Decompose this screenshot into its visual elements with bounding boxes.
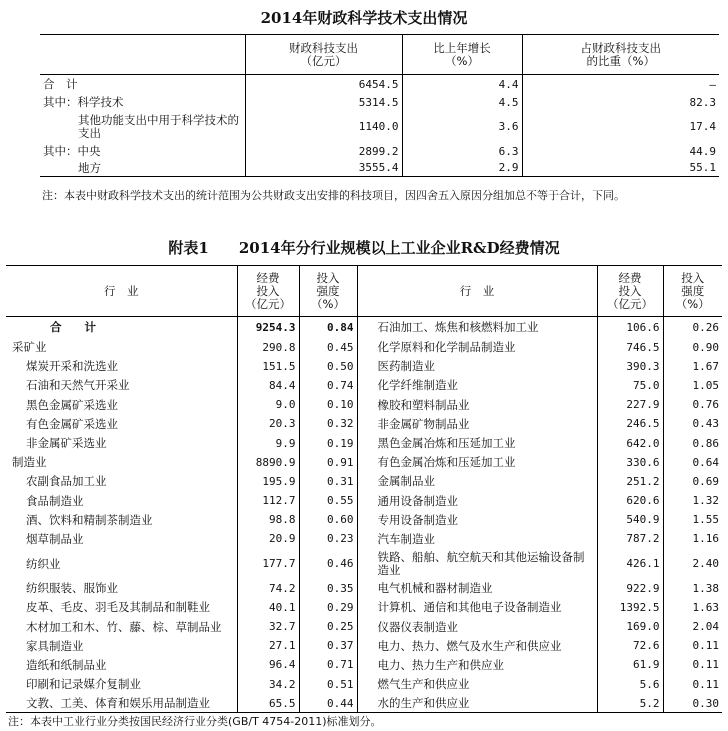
table2-right-industry: 燃气生产和供应业 [357,675,597,694]
table2-right-funding: 169.0 [597,617,663,636]
table2-left-intensity: 0.32 [299,414,357,433]
table2-right-funding: 227.9 [597,395,663,414]
table2-left-funding: 9.0 [237,395,299,414]
table1-row-label: 地方 [78,160,101,175]
table1-header-blank [40,35,245,75]
table2-row [6,491,722,510]
table2-left-intensity: 0.45 [299,338,357,357]
table2-left-industry: 农副食品加工业 [26,474,107,489]
table2-right-intensity: 1.38 [663,579,722,598]
table2-left-industry: 有色金属矿采选业 [26,416,118,431]
table2-left-industry: 石油和天然气开采业 [26,378,130,393]
table2-left-intensity: 0.35 [299,579,357,598]
table2-row [6,655,722,674]
table2-row [6,579,722,598]
table2-left-funding: 65.5 [237,694,299,713]
table2-left-industry: 非金属矿采选业 [26,436,107,451]
table1-row-growth: 2.9 [402,160,522,177]
table2-left-funding: 8890.9 [237,453,299,472]
table2-right-industry: 黑色金属冶炼和压延加工业 [357,433,597,452]
table2-left-intensity: 0.55 [299,491,357,510]
table2-left-funding: 9254.3 [237,317,299,338]
table2-left-industry: 黑色金属矿采选业 [26,397,118,412]
table2-right-industry: 有色金属冶炼和压延加工业 [357,453,597,472]
table2-header-funding-left: 经费 投入 （亿元） [237,266,299,317]
industry-rd-table [6,265,722,713]
table2-title: 附表1 2014年分行业规模以上工业企业R&D经费情况 [168,239,560,257]
table2-left-industry: 采矿业 [12,340,47,355]
table1-header-growth: 比上年增长 （%） [402,35,522,75]
table2-right-intensity: 0.11 [663,675,722,694]
table2-left-industry: 酒、饮料和精制茶制造业 [26,512,153,527]
table2-right-intensity: 0.64 [663,453,722,472]
table2-left-industry: 文教、工美、体育和娱乐用品制造业 [26,696,210,711]
table2-left-funding: 177.7 [237,549,299,579]
table1-row-label: 其他功能支出中用于科学技术的支出 [78,112,239,140]
table2-header-industry-right: 行 业 [357,266,597,317]
table2-left-intensity: 0.23 [299,529,357,548]
table2-left-industry: 木材加工和木、竹、藤、棕、草制品业 [26,619,222,634]
table2-left-funding: 27.1 [237,636,299,655]
table2-row [6,549,722,579]
table2-left-funding: 98.8 [237,510,299,529]
table2-left-industry: 家具制造业 [26,638,84,653]
table1-row-share: 17.4 [522,111,719,143]
table1-header-share: 占财政科技支出 的比重（%） [522,35,719,75]
table1-row [40,143,719,160]
table1-row-expenditure: 3555.4 [245,160,402,177]
table2-left-intensity: 0.74 [299,376,357,395]
table2-note: 注：本表中工业行业分类按国民经济行业分类(GB/T 4754-2011)标准划分。 [8,715,382,728]
table2-row [6,598,722,617]
table2-left-funding: 84.4 [237,376,299,395]
table2-left-intensity: 0.29 [299,598,357,617]
table2-left-intensity: 0.25 [299,617,357,636]
table2-header-intensity-left: 投入 强度 （%） [299,266,357,317]
table2-left-funding: 40.1 [237,598,299,617]
table2-left-intensity: 0.31 [299,472,357,491]
table2-left-industry: 印刷和记录媒介复制业 [26,677,141,692]
table2-right-industry: 仪器仪表制造业 [357,617,597,636]
table2-right-industry: 电力、热力、燃气及水生产和供应业 [357,636,597,655]
table2-left-industry: 烟草制品业 [26,531,84,546]
table2-left-funding: 32.7 [237,617,299,636]
table1-row-growth: 6.3 [402,143,522,160]
table2-right-industry: 电气机械和器材制造业 [357,579,597,598]
table2-right-intensity: 1.67 [663,357,722,376]
table2-row [6,529,722,548]
table2-right-industry: 医药制造业 [357,357,597,376]
table2-right-intensity: 0.76 [663,395,722,414]
table2-header-row [6,266,722,317]
table2-left-intensity: 0.71 [299,655,357,674]
table1-title: 2014年财政科学技术支出情况 [260,9,468,27]
table1-row-label: 合 计 [43,77,78,92]
table2-left-intensity: 0.19 [299,433,357,452]
table2-left-funding: 34.2 [237,675,299,694]
table2-right-intensity: 0.11 [663,636,722,655]
table1-row [40,75,719,94]
table2-row [6,453,722,472]
table2-right-funding: 5.6 [597,675,663,694]
table2-right-industry: 石油加工、炼焦和核燃料加工业 [357,317,597,338]
table1-row [40,160,719,177]
table1-header-row [40,35,719,75]
table2-left-funding: 290.8 [237,338,299,357]
table2-right-funding: 787.2 [597,529,663,548]
table2-right-funding: 75.0 [597,376,663,395]
table2-row [6,357,722,376]
table1-row-share: — [522,75,719,94]
table2-right-industry: 金属制品业 [357,472,597,491]
table2-right-funding: 246.5 [597,414,663,433]
table2-right-funding: 5.2 [597,694,663,713]
table2-left-industry: 纺织业 [26,556,61,571]
table2-row [6,636,722,655]
table2-left-intensity: 0.50 [299,357,357,376]
table1-row-label: 其中：中央 [43,144,101,158]
table1-row-growth: 4.4 [402,75,522,94]
table2-right-industry: 计算机、通信和其他电子设备制造业 [357,598,597,617]
table2-right-intensity: 0.86 [663,433,722,452]
table2-left-intensity: 0.84 [299,317,357,338]
table2-right-intensity: 0.11 [663,655,722,674]
table1-row [40,111,719,143]
table2-left-intensity: 0.51 [299,675,357,694]
table2-right-funding: 642.0 [597,433,663,452]
table2-left-funding: 9.9 [237,433,299,452]
table2-left-industry: 煤炭开采和洗选业 [26,359,118,374]
table1-row-expenditure: 5314.5 [245,94,402,111]
table2-right-industry: 非金属矿物制品业 [357,414,597,433]
table2-row [6,675,722,694]
table2-left-industry: 皮革、毛皮、羽毛及其制品和制鞋业 [26,600,210,615]
table2-row [6,510,722,529]
table2-row [6,338,722,357]
table2-right-intensity: 2.40 [663,549,722,579]
table2-right-industry: 汽车制造业 [357,529,597,548]
table2-right-funding: 746.5 [597,338,663,357]
table2-left-funding: 74.2 [237,579,299,598]
table2-right-funding: 61.9 [597,655,663,674]
table1-row-expenditure: 6454.5 [245,75,402,94]
table2-left-funding: 96.4 [237,655,299,674]
table1-note: 注：本表中财政科学技术支出的统计范围为公共财政支出安排的科技项目，因四舍五入原因分组加总不等于合计，下同。 [42,189,625,202]
fiscal-sci-tech-table [40,34,719,177]
table2-left-funding: 151.5 [237,357,299,376]
table2-right-industry: 水的生产和供应业 [357,694,597,713]
table2-row [6,395,722,414]
table2-right-funding: 426.1 [597,549,663,579]
table1-row-label: 其中：科学技术 [43,95,124,109]
table2-right-intensity: 0.69 [663,472,722,491]
table2-header-intensity-right: 投入 强度 （%） [663,266,722,317]
table2-right-funding: 72.6 [597,636,663,655]
table1-row-share: 44.9 [522,143,719,160]
table2-right-funding: 1392.5 [597,598,663,617]
table2-left-intensity: 0.37 [299,636,357,655]
table2-left-funding: 20.3 [237,414,299,433]
table2-right-funding: 106.6 [597,317,663,338]
table2-left-funding: 112.7 [237,491,299,510]
table2-right-industry: 通用设备制造业 [357,491,597,510]
table1-row-expenditure: 1140.0 [245,111,402,143]
table2-row [6,472,722,491]
table2-left-intensity: 0.46 [299,549,357,579]
table1-row-share: 82.3 [522,94,719,111]
table1-row-growth: 4.5 [402,94,522,111]
table2-right-intensity: 0.90 [663,338,722,357]
table2-right-industry: 橡胶和塑料制品业 [357,395,597,414]
table2-header-industry-left: 行 业 [104,283,139,298]
table1-row-growth: 3.6 [402,111,522,143]
table1-row [40,94,719,111]
table2-row [6,317,722,338]
table2-right-intensity: 1.05 [663,376,722,395]
table2-right-intensity: 1.32 [663,491,722,510]
table2-right-intensity: 0.26 [663,317,722,338]
table2-right-intensity: 1.16 [663,529,722,548]
table2-left-intensity: 0.10 [299,395,357,414]
table2-row [6,694,722,713]
table2-right-funding: 251.2 [597,472,663,491]
table2-right-intensity: 2.04 [663,617,722,636]
table2-left-funding: 195.9 [237,472,299,491]
table2-right-industry: 专用设备制造业 [357,510,597,529]
table2-left-funding: 20.9 [237,529,299,548]
table2-right-industry: 化学纤维制造业 [357,376,597,395]
table2-header-funding-right: 经费 投入 （亿元） [597,266,663,317]
table2-right-intensity: 0.30 [663,694,722,713]
table2-left-industry: 合 计 [50,320,96,335]
table2-row [6,433,722,452]
table2-row [6,414,722,433]
table2-left-intensity: 0.44 [299,694,357,713]
table2-right-intensity: 0.43 [663,414,722,433]
table2-right-industry: 化学原料和化学制品制造业 [357,338,597,357]
table2-right-funding: 620.6 [597,491,663,510]
table2-row [6,376,722,395]
table2-row [6,617,722,636]
table2-left-intensity: 0.60 [299,510,357,529]
table2-right-funding: 922.9 [597,579,663,598]
table2-left-industry: 纺织服装、服饰业 [26,581,118,596]
table2-right-funding: 390.3 [597,357,663,376]
table2-right-funding: 330.6 [597,453,663,472]
table2-right-funding: 540.9 [597,510,663,529]
table1-header-expenditure: 财政科技支出 （亿元） [245,35,402,75]
table2-left-industry: 制造业 [12,455,47,470]
table2-right-intensity: 1.63 [663,598,722,617]
table2-left-industry: 造纸和纸制品业 [26,657,107,672]
table2-right-industry: 电力、热力生产和供应业 [357,655,597,674]
table1-row-expenditure: 2899.2 [245,143,402,160]
table2-left-intensity: 0.91 [299,453,357,472]
table2-left-industry: 食品制造业 [26,493,84,508]
table2-right-intensity: 1.55 [663,510,722,529]
table2-right-industry: 铁路、船舶、航空航天和其他运输设备制造业 [357,549,597,579]
table1-row-share: 55.1 [522,160,719,177]
